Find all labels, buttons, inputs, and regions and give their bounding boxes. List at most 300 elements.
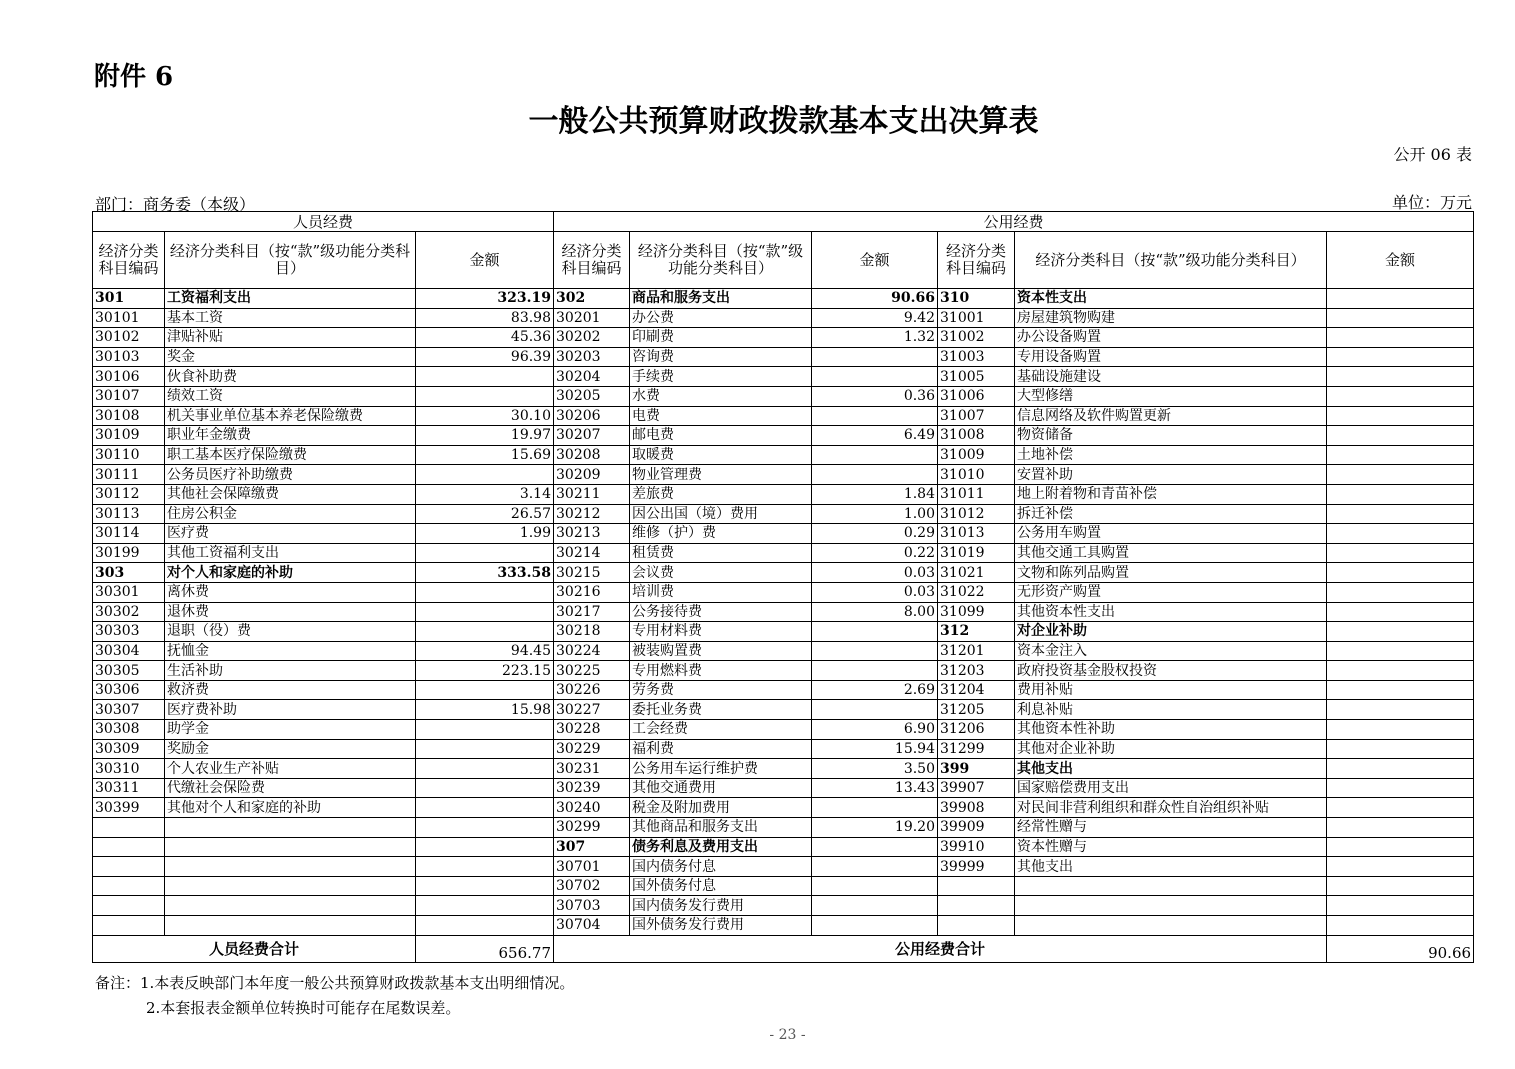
code-cell: 31012	[938, 504, 1015, 524]
header-amount-1: 金额	[416, 232, 554, 289]
code-cell: 30216	[554, 582, 630, 602]
code-cell	[938, 876, 1015, 896]
code-cell: 30201	[554, 308, 630, 328]
amount-cell: 19.97	[416, 426, 554, 446]
amount-cell: 19.20	[812, 818, 938, 838]
attachment-label: 附件 6	[94, 62, 174, 92]
name-cell: 资本性支出	[1015, 289, 1327, 309]
code-cell: 30113	[93, 504, 165, 524]
code-cell: 30114	[93, 524, 165, 544]
page-number: - 23 -	[769, 1027, 806, 1043]
unit-label: 单位：万元	[1391, 193, 1472, 212]
name-cell: 手续费	[630, 367, 812, 387]
amount-cell	[1327, 876, 1474, 896]
code-cell: 31002	[938, 328, 1015, 348]
code-cell: 31205	[938, 700, 1015, 720]
name-cell: 个人农业生产补贴	[165, 759, 416, 779]
header-name-2: 经济分类科目（按“款”级功能分类科目）	[630, 232, 812, 289]
code-cell: 30206	[554, 406, 630, 426]
name-cell: 工会经费	[630, 720, 812, 740]
code-cell: 31203	[938, 661, 1015, 681]
name-cell: 公务用车运行维护费	[630, 759, 812, 779]
name-cell: 专用设备购置	[1015, 347, 1327, 367]
amount-cell	[1327, 857, 1474, 877]
code-cell: 30703	[554, 896, 630, 916]
form-number: 公开 06 表	[1393, 145, 1472, 164]
name-cell: 离休费	[165, 582, 416, 602]
amount-cell	[416, 798, 554, 818]
amount-cell: 6.90	[812, 720, 938, 740]
amount-cell	[1327, 916, 1474, 936]
name-cell: 咨询费	[630, 347, 812, 367]
table-row	[93, 524, 1474, 544]
code-cell: 30209	[554, 465, 630, 485]
code-cell: 31099	[938, 602, 1015, 622]
amount-cell	[416, 622, 554, 642]
name-cell: 租赁费	[630, 543, 812, 563]
name-cell: 退休费	[165, 602, 416, 622]
code-cell: 39908	[938, 798, 1015, 818]
amount-cell: 13.43	[812, 778, 938, 798]
amount-cell	[1327, 778, 1474, 798]
code-cell: 30212	[554, 504, 630, 524]
code-cell: 30199	[93, 543, 165, 563]
code-cell: 30109	[93, 426, 165, 446]
amount-cell: 15.94	[812, 739, 938, 759]
code-cell: 31008	[938, 426, 1015, 446]
amount-cell	[416, 857, 554, 877]
code-cell: 399	[938, 759, 1015, 779]
name-cell: 无形资产购置	[1015, 582, 1327, 602]
amount-cell: 2.69	[812, 680, 938, 700]
name-cell: 基本工资	[165, 308, 416, 328]
code-cell	[93, 837, 165, 857]
table-row	[93, 896, 1474, 916]
amount-cell	[416, 778, 554, 798]
code-cell: 30208	[554, 445, 630, 465]
code-cell: 30311	[93, 778, 165, 798]
name-cell: 工资福利支出	[165, 289, 416, 309]
name-cell: 房屋建筑物购建	[1015, 308, 1327, 328]
amount-cell	[812, 876, 938, 896]
name-cell: 税金及附加费用	[630, 798, 812, 818]
code-cell: 30202	[554, 328, 630, 348]
name-cell: 公务接待费	[630, 602, 812, 622]
amount-cell	[416, 582, 554, 602]
header-name-3: 经济分类科目（按“款”级功能分类科目）	[1015, 232, 1327, 289]
header-code-1: 经济分类科目编码	[93, 232, 165, 289]
code-cell: 30217	[554, 602, 630, 622]
code-cell	[938, 896, 1015, 916]
amount-cell	[1327, 837, 1474, 857]
code-cell: 30106	[93, 367, 165, 387]
column-header-row	[93, 232, 1474, 289]
code-cell: 30301	[93, 582, 165, 602]
code-cell	[93, 876, 165, 896]
amount-cell: 8.00	[812, 602, 938, 622]
name-cell: 津贴补贴	[165, 328, 416, 348]
name-cell: 救济费	[165, 680, 416, 700]
name-cell: 专用材料费	[630, 622, 812, 642]
name-cell: 商品和服务支出	[630, 289, 812, 309]
code-cell: 30213	[554, 524, 630, 544]
table-row	[93, 739, 1474, 759]
code-cell: 31013	[938, 524, 1015, 544]
amount-cell: 94.45	[416, 641, 554, 661]
name-cell: 国家赔偿费用支出	[1015, 778, 1327, 798]
name-cell	[165, 818, 416, 838]
code-cell: 30108	[93, 406, 165, 426]
code-cell: 30305	[93, 661, 165, 681]
amount-cell: 1.00	[812, 504, 938, 524]
note-1: 备注：1.本表反映部门本年度一般公共预算财政拨款基本支出明细情况。	[95, 974, 575, 992]
table-row	[93, 818, 1474, 838]
amount-cell: 15.69	[416, 445, 554, 465]
amount-cell	[1327, 582, 1474, 602]
amount-cell: 1.99	[416, 524, 554, 544]
name-cell: 抚恤金	[165, 641, 416, 661]
amount-cell	[416, 602, 554, 622]
table-row	[93, 759, 1474, 779]
amount-cell: 3.50	[812, 759, 938, 779]
code-cell: 31009	[938, 445, 1015, 465]
amount-cell	[1327, 759, 1474, 779]
amount-cell: 0.03	[812, 563, 938, 583]
name-cell: 维修（护）费	[630, 524, 812, 544]
code-cell: 30215	[554, 563, 630, 583]
group-personnel: 人员经费	[93, 212, 554, 232]
table-row	[93, 798, 1474, 818]
code-cell: 30702	[554, 876, 630, 896]
code-cell: 30240	[554, 798, 630, 818]
group-public: 公用经费	[554, 212, 1474, 232]
table-row	[93, 661, 1474, 681]
code-cell: 30309	[93, 739, 165, 759]
amount-cell	[1327, 347, 1474, 367]
amount-cell	[812, 641, 938, 661]
name-cell: 债务利息及费用支出	[630, 837, 812, 857]
code-cell: 30218	[554, 622, 630, 642]
code-cell: 31010	[938, 465, 1015, 485]
amount-cell	[812, 347, 938, 367]
amount-cell: 223.15	[416, 661, 554, 681]
code-cell: 30107	[93, 386, 165, 406]
amount-cell	[1327, 818, 1474, 838]
code-cell: 39999	[938, 857, 1015, 877]
table-row	[93, 778, 1474, 798]
header-code-2: 经济分类科目编码	[554, 232, 630, 289]
table-row	[93, 543, 1474, 563]
code-cell: 30205	[554, 386, 630, 406]
code-cell: 30226	[554, 680, 630, 700]
table-row	[93, 622, 1474, 642]
name-cell: 公务员医疗补助缴费	[165, 465, 416, 485]
name-cell: 电费	[630, 406, 812, 426]
name-cell: 经常性赠与	[1015, 818, 1327, 838]
name-cell: 医疗费	[165, 524, 416, 544]
code-cell: 30304	[93, 641, 165, 661]
amount-cell	[1327, 504, 1474, 524]
table-row	[93, 582, 1474, 602]
table-row	[93, 504, 1474, 524]
name-cell: 其他对企业补助	[1015, 739, 1327, 759]
amount-cell: 6.49	[812, 426, 938, 446]
code-cell: 30203	[554, 347, 630, 367]
name-cell: 培训费	[630, 582, 812, 602]
table-row	[93, 465, 1474, 485]
code-cell: 30303	[93, 622, 165, 642]
amount-cell	[416, 367, 554, 387]
table-row	[93, 484, 1474, 504]
name-cell: 资本性赠与	[1015, 837, 1327, 857]
name-cell: 医疗费补助	[165, 700, 416, 720]
name-cell: 办公设备购置	[1015, 328, 1327, 348]
amount-cell	[416, 759, 554, 779]
amount-cell	[416, 680, 554, 700]
name-cell: 对企业补助	[1015, 622, 1327, 642]
code-cell: 30308	[93, 720, 165, 740]
table-row	[93, 328, 1474, 348]
table-row	[93, 308, 1474, 328]
amount-cell	[812, 700, 938, 720]
personnel-total-amount: 656.77	[416, 935, 554, 962]
code-cell: 312	[938, 622, 1015, 642]
amount-cell	[1327, 328, 1474, 348]
code-cell: 39907	[938, 778, 1015, 798]
code-cell: 302	[554, 289, 630, 309]
name-cell: 退职（役）费	[165, 622, 416, 642]
code-cell: 30101	[93, 308, 165, 328]
name-cell: 利息补贴	[1015, 700, 1327, 720]
code-cell: 30207	[554, 426, 630, 446]
code-cell: 30231	[554, 759, 630, 779]
amount-cell	[416, 876, 554, 896]
amount-cell	[1327, 406, 1474, 426]
amount-cell	[416, 739, 554, 759]
code-cell: 30399	[93, 798, 165, 818]
code-cell: 30211	[554, 484, 630, 504]
table-row	[93, 641, 1474, 661]
name-cell: 水费	[630, 386, 812, 406]
amount-cell: 15.98	[416, 700, 554, 720]
code-cell: 30110	[93, 445, 165, 465]
table-row	[93, 602, 1474, 622]
table-row	[93, 876, 1474, 896]
name-cell	[165, 837, 416, 857]
amount-cell	[416, 543, 554, 563]
amount-cell	[416, 818, 554, 838]
amount-cell: 3.14	[416, 484, 554, 504]
public-total-label: 公用经费合计	[554, 935, 1327, 962]
code-cell: 303	[93, 563, 165, 583]
amount-cell	[812, 916, 938, 936]
name-cell: 拆迁补偿	[1015, 504, 1327, 524]
name-cell: 土地补偿	[1015, 445, 1327, 465]
code-cell: 31022	[938, 582, 1015, 602]
name-cell: 因公出国（境）费用	[630, 504, 812, 524]
code-cell: 30112	[93, 484, 165, 504]
amount-cell	[416, 465, 554, 485]
name-cell: 职工基本医疗保险缴费	[165, 445, 416, 465]
table-row	[93, 347, 1474, 367]
name-cell: 公务用车购置	[1015, 524, 1327, 544]
code-cell: 31204	[938, 680, 1015, 700]
name-cell	[165, 896, 416, 916]
amount-cell	[812, 661, 938, 681]
amount-cell	[812, 896, 938, 916]
code-cell: 30225	[554, 661, 630, 681]
name-cell: 邮电费	[630, 426, 812, 446]
header-amount-3: 金额	[1327, 232, 1474, 289]
name-cell: 对民间非营利组织和群众性自治组织补贴	[1015, 798, 1327, 818]
code-cell: 30239	[554, 778, 630, 798]
amount-cell	[812, 465, 938, 485]
table-row	[93, 445, 1474, 465]
name-cell	[165, 857, 416, 877]
amount-cell	[1327, 445, 1474, 465]
name-cell: 其他商品和服务支出	[630, 818, 812, 838]
amount-cell	[812, 406, 938, 426]
code-cell: 30701	[554, 857, 630, 877]
name-cell: 生活补助	[165, 661, 416, 681]
name-cell: 对个人和家庭的补助	[165, 563, 416, 583]
amount-cell	[812, 798, 938, 818]
name-cell: 机关事业单位基本养老保险缴费	[165, 406, 416, 426]
amount-cell	[812, 857, 938, 877]
table-row	[93, 563, 1474, 583]
amount-cell: 83.98	[416, 308, 554, 328]
amount-cell	[1327, 739, 1474, 759]
code-cell: 30310	[93, 759, 165, 779]
name-cell: 福利费	[630, 739, 812, 759]
code-cell: 301	[93, 289, 165, 309]
amount-cell: 0.22	[812, 543, 938, 563]
amount-cell	[812, 367, 938, 387]
amount-cell	[1327, 720, 1474, 740]
name-cell: 费用补贴	[1015, 680, 1327, 700]
code-cell: 30704	[554, 916, 630, 936]
amount-cell: 333.58	[416, 563, 554, 583]
name-cell: 专用燃料费	[630, 661, 812, 681]
amount-cell: 0.03	[812, 582, 938, 602]
header-name-1: 经济分类科目（按“款”级功能分类科目）	[165, 232, 416, 289]
personnel-total-label: 人员经费合计	[93, 935, 416, 962]
table-row	[93, 289, 1474, 309]
totals-row	[93, 935, 1474, 962]
amount-cell: 96.39	[416, 347, 554, 367]
code-cell: 39910	[938, 837, 1015, 857]
code-cell: 30299	[554, 818, 630, 838]
name-cell	[1015, 896, 1327, 916]
name-cell: 物业管理费	[630, 465, 812, 485]
amount-cell: 1.84	[812, 484, 938, 504]
name-cell: 印刷费	[630, 328, 812, 348]
code-cell: 30204	[554, 367, 630, 387]
amount-cell	[1327, 289, 1474, 309]
name-cell: 办公费	[630, 308, 812, 328]
page-title: 一般公共预算财政拨款基本支出决算表	[528, 104, 1039, 139]
table-row	[93, 916, 1474, 936]
amount-cell	[1327, 563, 1474, 583]
table-row	[93, 857, 1474, 877]
code-cell: 30302	[93, 602, 165, 622]
amount-cell	[1327, 798, 1474, 818]
name-cell: 被装购置费	[630, 641, 812, 661]
name-cell: 物资储备	[1015, 426, 1327, 446]
name-cell: 劳务费	[630, 680, 812, 700]
amount-cell	[1327, 484, 1474, 504]
code-cell: 30306	[93, 680, 165, 700]
code-cell: 39909	[938, 818, 1015, 838]
group-header-row	[93, 212, 1474, 232]
amount-cell	[1327, 680, 1474, 700]
name-cell: 其他工资福利支出	[165, 543, 416, 563]
name-cell: 代缴社会保险费	[165, 778, 416, 798]
name-cell: 其他支出	[1015, 759, 1327, 779]
code-cell	[93, 916, 165, 936]
code-cell: 31005	[938, 367, 1015, 387]
code-cell: 310	[938, 289, 1015, 309]
public-total-amount: 90.66	[1327, 935, 1474, 962]
amount-cell: 323.19	[416, 289, 554, 309]
name-cell	[1015, 916, 1327, 936]
name-cell: 国外债务付息	[630, 876, 812, 896]
code-cell: 30102	[93, 328, 165, 348]
amount-cell: 9.42	[812, 308, 938, 328]
amount-cell	[1327, 524, 1474, 544]
note-2: 2.本套报表金额单位转换时可能存在尾数误差。	[146, 999, 461, 1017]
code-cell	[93, 857, 165, 877]
code-cell: 31007	[938, 406, 1015, 426]
code-cell: 31011	[938, 484, 1015, 504]
name-cell: 地上附着物和青苗补偿	[1015, 484, 1327, 504]
table-row	[93, 386, 1474, 406]
code-cell: 31021	[938, 563, 1015, 583]
code-cell: 31003	[938, 347, 1015, 367]
amount-cell	[1327, 661, 1474, 681]
name-cell: 文物和陈列品购置	[1015, 563, 1327, 583]
code-cell: 30228	[554, 720, 630, 740]
amount-cell: 0.29	[812, 524, 938, 544]
name-cell: 委托业务费	[630, 700, 812, 720]
code-cell: 30103	[93, 347, 165, 367]
name-cell: 国内债务发行费用	[630, 896, 812, 916]
name-cell: 会议费	[630, 563, 812, 583]
amount-cell	[812, 837, 938, 857]
name-cell: 其他资本性支出	[1015, 602, 1327, 622]
name-cell: 资本金注入	[1015, 641, 1327, 661]
name-cell: 其他资本性补助	[1015, 720, 1327, 740]
code-cell: 307	[554, 837, 630, 857]
amount-cell	[1327, 602, 1474, 622]
table-row	[93, 720, 1474, 740]
amount-cell: 0.36	[812, 386, 938, 406]
name-cell: 政府投资基金股权投资	[1015, 661, 1327, 681]
name-cell: 职业年金缴费	[165, 426, 416, 446]
code-cell	[938, 916, 1015, 936]
amount-cell	[416, 896, 554, 916]
amount-cell	[1327, 367, 1474, 387]
code-cell: 30307	[93, 700, 165, 720]
code-cell: 30227	[554, 700, 630, 720]
table-row	[93, 680, 1474, 700]
code-cell: 30111	[93, 465, 165, 485]
name-cell: 基础设施建设	[1015, 367, 1327, 387]
code-cell: 30224	[554, 641, 630, 661]
name-cell: 其他交通费用	[630, 778, 812, 798]
expenditure-table	[92, 211, 1474, 963]
department-label: 部门：商务委（本级）	[95, 195, 256, 214]
